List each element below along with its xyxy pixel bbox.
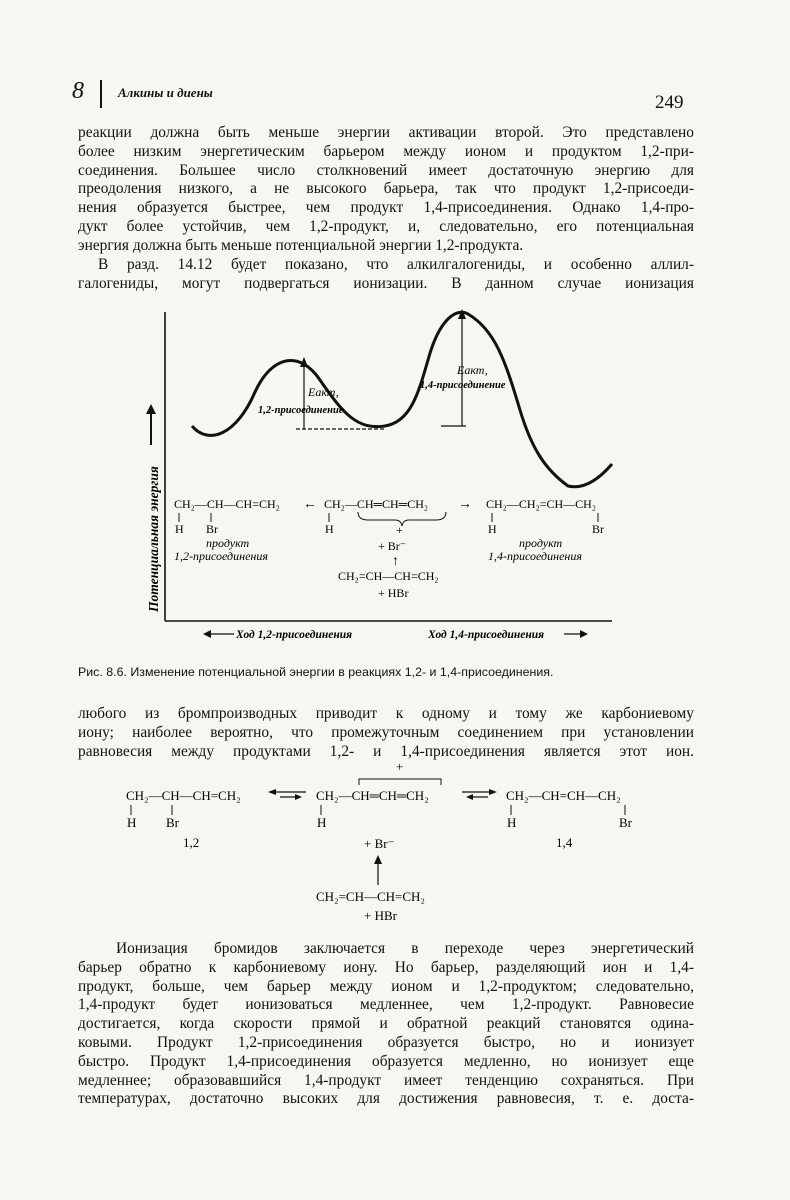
y-axis-arrowhead (146, 404, 156, 414)
equilibrium-scheme (0, 755, 790, 930)
scheme-right-br: Br (619, 815, 632, 830)
left-product-h: H (175, 522, 184, 536)
chapter-number: 8 (72, 78, 84, 104)
chapter-title: Алкины и диены (118, 85, 213, 100)
scheme-center-br: + Br⁻ (364, 836, 395, 851)
arrow-right: → (458, 497, 472, 512)
y-axis-label: Потенциальная энергия (146, 466, 161, 612)
scheme-bottom-formula: CH₂=CH—CH=CH₂ (316, 889, 425, 904)
left-product-br: Br (206, 522, 218, 536)
scheme-brace (359, 779, 441, 785)
reactant-formula: CH₂=CH—CH=CH₂ (338, 569, 439, 583)
right-product-h: H (488, 522, 497, 536)
scheme-left-br: Br (166, 815, 179, 830)
right-product-label-1: продукт (519, 536, 563, 550)
arrowhead (268, 789, 276, 795)
scheme-left-formula: CH₂—CH—CH=CH₂ (126, 788, 241, 803)
left-product-label-1: продукт (206, 536, 250, 550)
right-product-br: Br (592, 522, 604, 536)
arrowhead (466, 794, 473, 800)
text-line: ковыми. Продукт 1,2-присоединения образуется быстро, но и ионизует (78, 1033, 694, 1051)
right-product-formula: CH₂—CH₂=CH—CH₂ (486, 497, 596, 511)
left-product-formula: CH₂—CH—CH=CH₂ (174, 497, 280, 511)
arrowhead (374, 855, 382, 864)
text-line: галогениды, могут подвергаться ионизации. В данном случае ионизация (78, 274, 694, 292)
text-line: барьер обратно к карбониевому иону. Но барьер, разделяющий ион и 1,4- (78, 958, 694, 976)
scheme-center-plus: + (396, 759, 404, 774)
text-line: температурах, достаточно высоких для достижения равновесия, т. е. доста- (78, 1090, 694, 1108)
center-br: + Br⁻ (378, 539, 407, 553)
center-h: H (325, 522, 334, 536)
ea-14-sublabel: 1,4-присоединение (420, 380, 506, 391)
figure-caption: Рис. 8.6. Изменение потенциальной энергии в реакциях 1,2- и 1,4-присоединения. (78, 665, 554, 679)
arrow-left: ← (303, 497, 317, 512)
energy-diagram (0, 300, 790, 660)
text-line: быстро. Продукт 1,4-присоединения образуется медленно, но ионизует еще (78, 1052, 694, 1070)
right-product-label-2: 1,4-присоединения (488, 549, 582, 563)
text-line: любого из бромпроизводных приводит к одному и тому же карбониевому (78, 705, 694, 722)
scheme-right-label: 1,4 (556, 835, 573, 850)
text-line: иону; наиболее вероятно, что промежуточным соединением при установлении (78, 723, 694, 741)
text-line: 1,4-продукт будет ионизоваться медленнее, чем 1,2-продукт. Равновесие (78, 996, 694, 1014)
axis-right-label: Ход 1,4-присоединения (428, 629, 545, 641)
arrow-up: ↑ (392, 554, 399, 569)
scheme-left-h: H (127, 815, 137, 830)
text-line: энергия должна быть меньше потенциальной энергии 1,2-продукта. (78, 236, 524, 254)
text-line: реакции должна быть меньше энергии активации второй. Это представлено (78, 124, 694, 141)
scheme-center-formula: CH₂—CH═CH═CH₂ (316, 788, 429, 803)
page-number: 249 (655, 92, 684, 113)
axis-left-label: Ход 1,2-присоединения (236, 629, 353, 641)
energy-curve (192, 312, 612, 487)
scheme-center-h: H (317, 815, 327, 830)
text-line: медленнее; образовавшийся 1,4-продукт имеет тенденцию сохраняться. При (78, 1071, 694, 1089)
center-formula: CH₂—CH═CH═CH₂ (324, 497, 429, 511)
scheme-right-formula: CH₂—CH=CH—CH₂ (506, 788, 621, 803)
scheme-right-h: H (507, 815, 517, 830)
paragraph-4 (78, 940, 694, 1109)
text-line: равновесия между продуктами 1,2- и 1,4-присоединения является этот ион. (78, 742, 694, 760)
paragraph-2 (78, 256, 694, 294)
text-line: В разд. 14.12 будет показано, что алкилгалогениды, и особенно аллил- (98, 256, 694, 273)
ea-14-label: Eакт, (457, 363, 488, 377)
text-line: достигается, когда скорости прямой и обратной реакций становятся одина- (78, 1015, 694, 1033)
arrowhead (295, 794, 302, 800)
paragraph-1 (78, 124, 694, 256)
left-product-label-2: 1,2-присоединения (174, 549, 268, 563)
scheme-left-label: 1,2 (183, 835, 200, 850)
axis-left-arrowhead (203, 630, 211, 638)
ea-12-label: Eакт, (308, 385, 339, 399)
text-line: нения образуется быстрее, чем продукт 1,4-присоединения. Однако 1,4-про- (78, 199, 694, 217)
reactant-hbr: + HBr (378, 586, 409, 600)
text-line: продукт, больше, чем барьер между ионом и 1,2-продуктом; следовательно, (78, 977, 694, 995)
header-divider (100, 80, 102, 108)
text-line: преодоления низкого, а не высокого барьера, так что продукт 1,2-присоеди- (78, 180, 694, 198)
axis-right-arrowhead (580, 630, 588, 638)
paragraph-3 (78, 705, 694, 761)
text-line: дукт более устойчив, чем 1,2-продукт, и, следовательно, его потенциальная (78, 217, 694, 235)
text-line: Ионизация бромидов заключается в переходе через энергетический (116, 940, 694, 957)
ea-12-sublabel: 1,2-присоединение (258, 405, 344, 416)
center-plus: + (396, 523, 403, 537)
text-line: соединения. Большее число столкновений имеет достаточную энергию для (78, 161, 694, 179)
text-line: более низким энергетическим барьером между ионом и продуктом 1,2-при- (78, 142, 694, 160)
scheme-bottom-hbr: + HBr (364, 908, 397, 923)
arrowhead (489, 789, 497, 795)
